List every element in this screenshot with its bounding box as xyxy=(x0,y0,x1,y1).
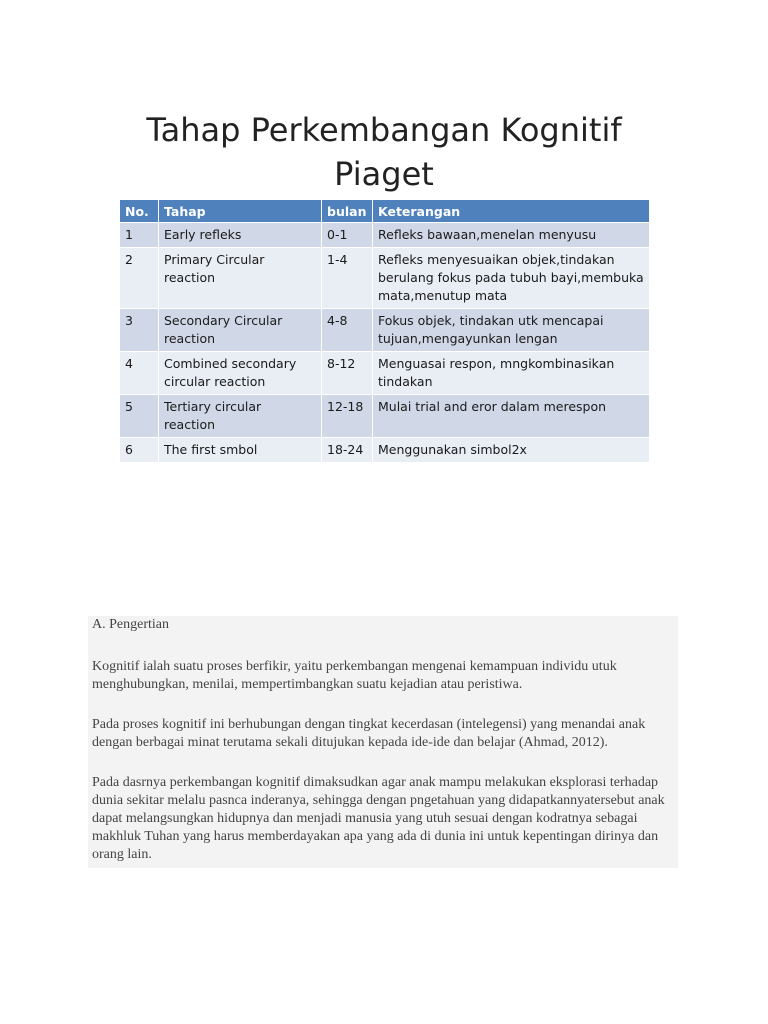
cell-no: 2 xyxy=(120,248,159,309)
header-bulan: bulan xyxy=(322,200,373,223)
cell-bulan: 12-18 xyxy=(322,395,373,438)
header-no: No. xyxy=(120,200,159,223)
table-row xyxy=(120,438,649,463)
section-heading: A. Pengertian xyxy=(92,617,169,632)
slide-title-line-1: Tahap Perkembangan Kognitif xyxy=(146,111,622,149)
cell-keterangan: Refleks bawaan,menelan menyusu xyxy=(373,223,650,248)
cell-no: 3 xyxy=(120,309,159,352)
cell-bulan: 8-12 xyxy=(322,352,373,395)
paragraph: Kognitif ialah suatu proses berfikir, yaitu perkembangan mengenai kemampuan individu utuk menghubungkan, menilai, mempertimbangkan suatu kejadian atau peristiwa. xyxy=(92,659,617,692)
cell-keterangan: Refleks menyesuaikan objek,tindakan berulang fokus pada tubuh bayi,membuka mata,menutup mata xyxy=(373,248,650,309)
table-row xyxy=(120,395,649,438)
cell-tahap: Secondary Circular reaction xyxy=(159,309,322,352)
paragraph: Pada proses kognitif ini berhubungan dengan tingkat kecerdasan (intelegensi) yang menandai anak dengan berbagai minat terutama sekali ditujukan kepada ide-ide dan belajar (Ahmad, 2012). xyxy=(92,717,646,750)
table-row xyxy=(120,309,649,352)
table-header-row xyxy=(120,200,649,223)
cell-tahap: Early refleks xyxy=(159,223,322,248)
cell-keterangan: Mulai trial and eror dalam merespon xyxy=(373,395,650,438)
header-keterangan: Keterangan xyxy=(373,200,650,223)
cell-bulan: 1-4 xyxy=(322,248,373,309)
slide-title xyxy=(0,108,768,196)
cell-tahap: The first smbol xyxy=(159,438,322,463)
cell-no: 1 xyxy=(120,223,159,248)
cell-keterangan: Fokus objek, tindakan utk mencapai tujuan,mengayunkan lengan xyxy=(373,309,650,352)
cell-bulan: 0-1 xyxy=(322,223,373,248)
cell-tahap: Combined secondary circular reaction xyxy=(159,352,322,395)
cell-tahap: Tertiary circular reaction xyxy=(159,395,322,438)
table-row xyxy=(120,223,649,248)
cell-no: 5 xyxy=(120,395,159,438)
cell-bulan: 4-8 xyxy=(322,309,373,352)
cell-keterangan: Menguasai respon, mngkombinasikan tindakan xyxy=(373,352,650,395)
cell-no: 6 xyxy=(120,438,159,463)
table-row xyxy=(120,248,649,309)
slide-title-line-2: Piaget xyxy=(334,155,434,193)
table-row xyxy=(120,352,649,395)
paragraph: Pada dasrnya perkembangan kognitif dimaksudkan agar anak mampu melakukan eksplorasi terhadap dunia sekitar melalu pasnca inderanya, sehingga dengan pngetahuan yang didapatkannyatersebut anak dapat melangsungkan hidupnya dan menjadi manusia yang utuh sesuai dengan kodratnya sebagai makhluk Tuhan yang harus memberdayakan apa yang ada di dunia ini untuk kepentingan dirinya dan orang lain. xyxy=(92,775,665,862)
header-tahap: Tahap xyxy=(159,200,322,223)
cell-no: 4 xyxy=(120,352,159,395)
cell-keterangan: Menggunakan simbol2x xyxy=(373,438,650,463)
cell-tahap: Primary Circular reaction xyxy=(159,248,322,309)
piaget-stages-table xyxy=(120,200,649,462)
cell-bulan: 18-24 xyxy=(322,438,373,463)
document-text-block xyxy=(88,616,678,868)
